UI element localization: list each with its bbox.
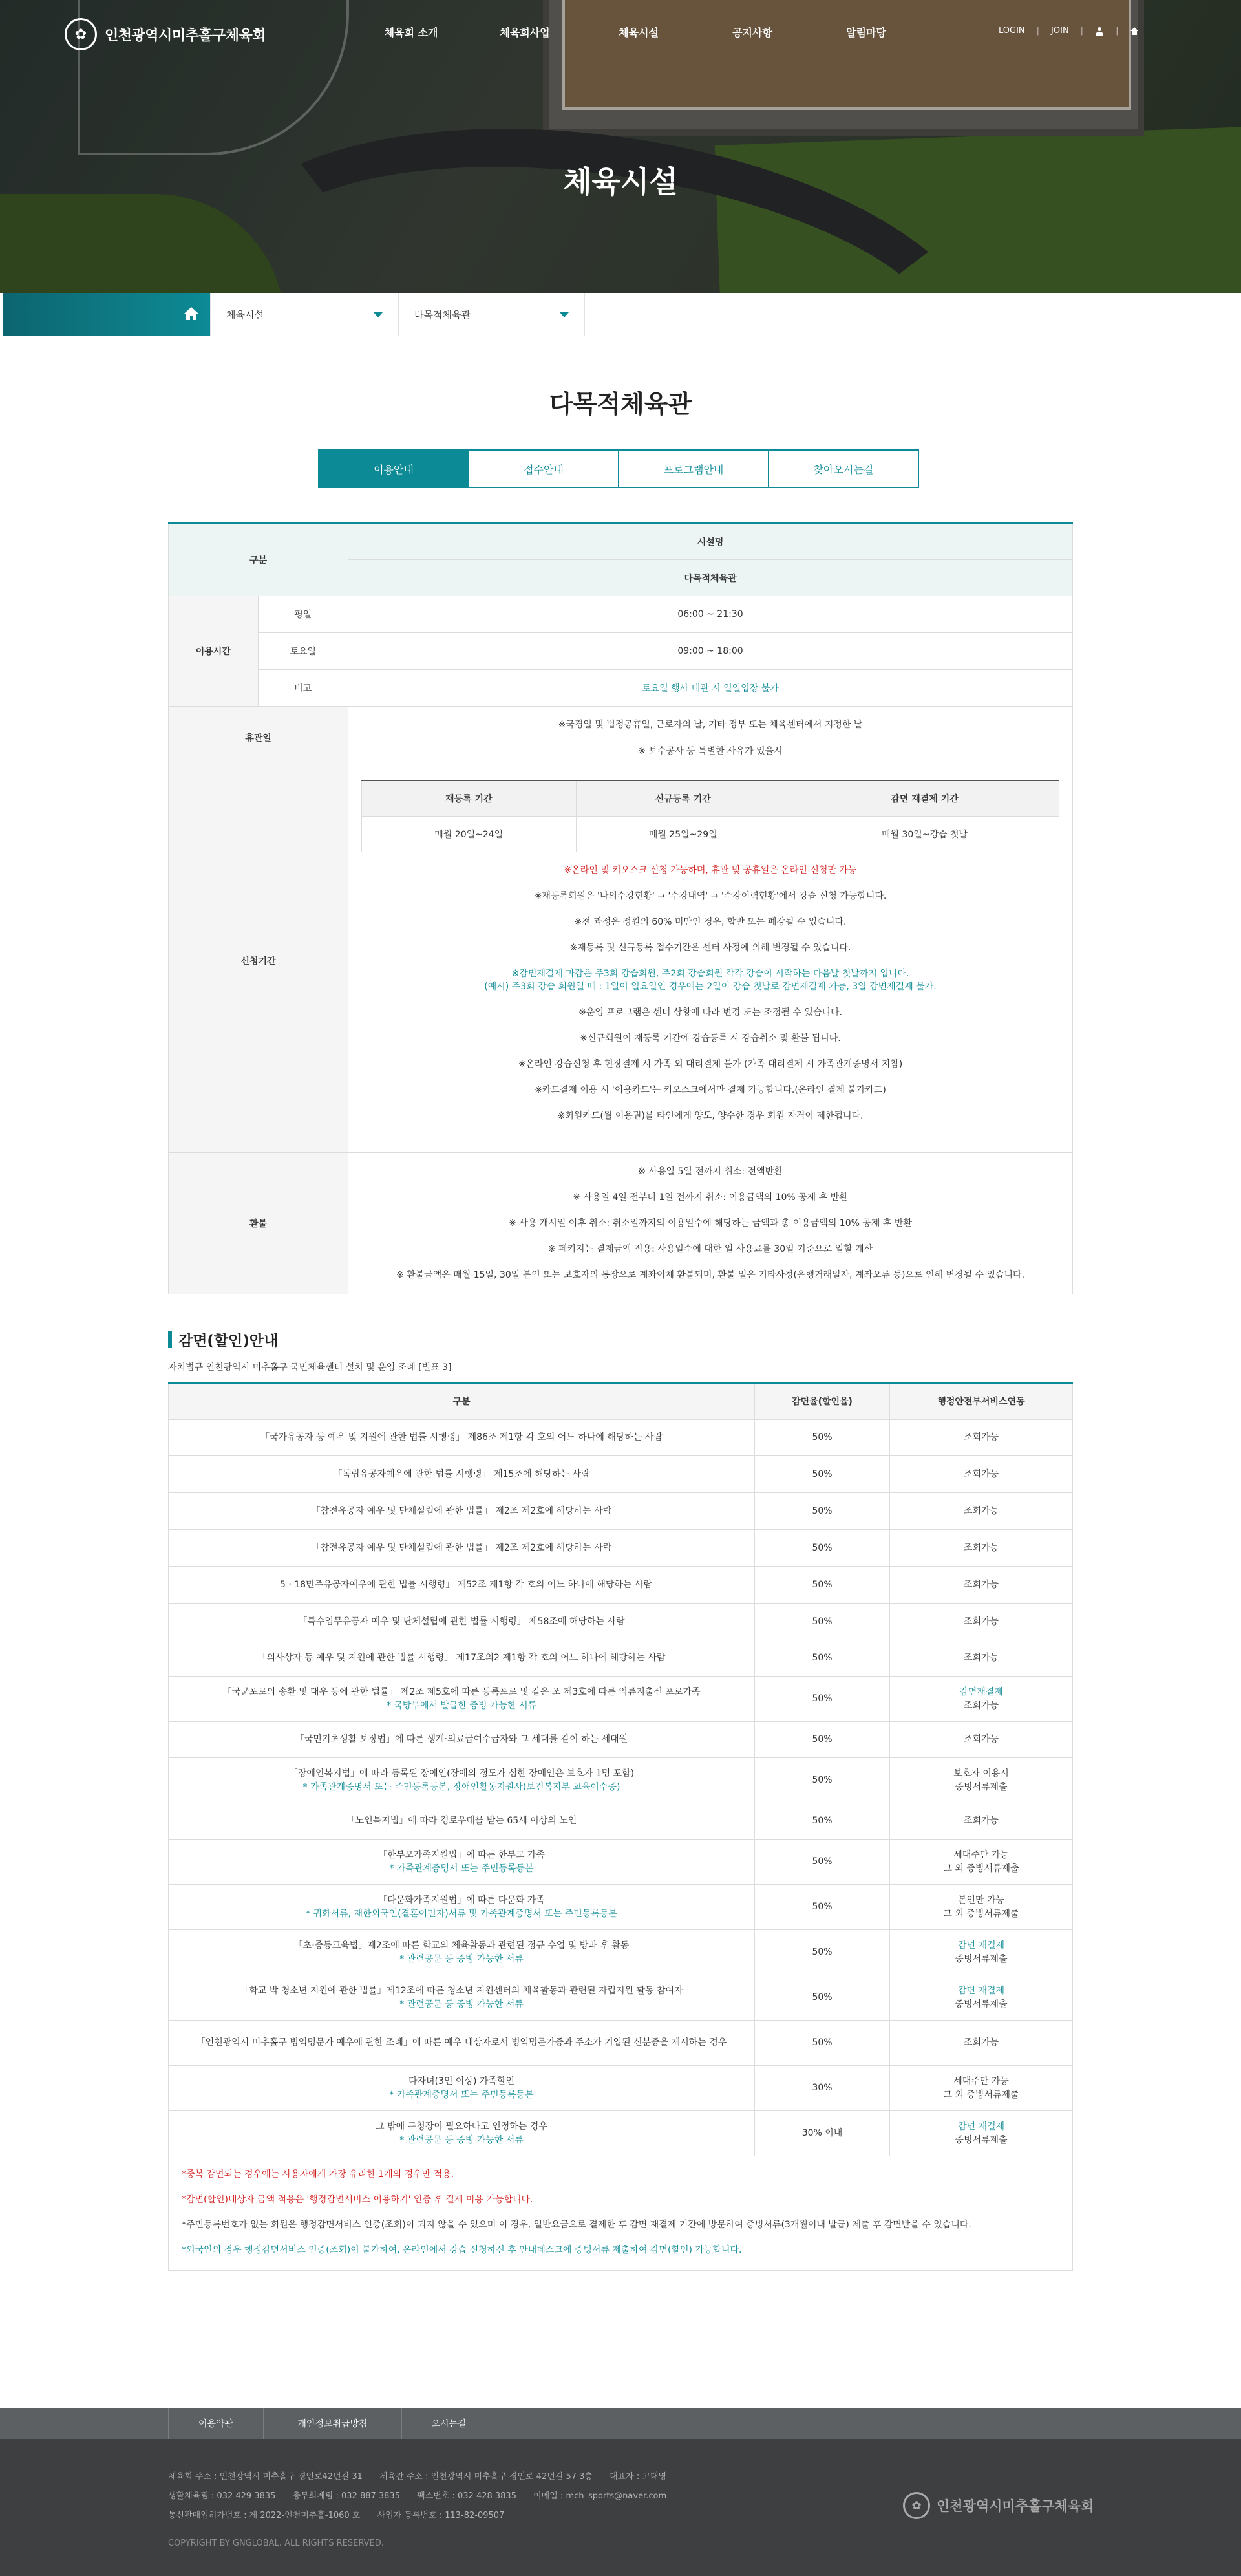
location-home-area <box>3 293 210 336</box>
hero-title: 체육시설 <box>563 164 678 199</box>
discount-note: *감면(할인)대상자 금액 적용은 '행정감면서비스 이용하기' 인증 후 결제 이용 가능합니다. <box>182 2195 533 2205</box>
discount-header: 구분 <box>169 1384 755 1420</box>
service-status-text: 증빙서류제출 <box>955 2134 1008 2145</box>
discount-rate: 30% <box>755 2066 890 2111</box>
inner-value: 매월 25일~29일 <box>576 816 790 852</box>
location-depth2-label: 다목적체육관 <box>414 309 471 321</box>
row-sub-label: 비고 <box>258 670 348 707</box>
discount-category <box>169 1975 755 2021</box>
discount-rate: 50% <box>755 1975 890 2021</box>
service-status-text: 조회가능 <box>963 2037 999 2048</box>
category-text: 「5 · 18민주유공자예우에 관한 법률 시행령」 제52조 제1항 각 호의 어느 하나에 해당하는 사람 <box>270 1579 653 1590</box>
chevron-down-icon <box>374 312 383 317</box>
location-depth1-label: 체육시설 <box>226 309 264 321</box>
table-row <box>169 1722 1073 1758</box>
note-line: ※ 페키지는 결제금액 적용: 사용일수에 대한 일 사용료를 30일 기준으로 일할 계산 <box>547 1244 873 1254</box>
discount-category <box>169 1840 755 1885</box>
service-status-text: 조회가능 <box>963 1734 999 1744</box>
discount-category <box>169 2021 755 2066</box>
service-link-status <box>890 1975 1073 2021</box>
category-text: 「학교 밖 청소년 지원에 관한 법률」제12조에 따른 청소년 지원센터의 체육활동과 관련된 자립지원 활동 참여자 <box>240 1985 683 1996</box>
service-link-status <box>890 1456 1073 1493</box>
discount-rate: 50% <box>755 1885 890 1930</box>
category-text: 「의사상자 등 예우 및 지원에 관한 법률 시행령」 제17조의2 제1항 각 호의 어느 하나에 해당하는 사람 <box>257 1653 666 1663</box>
note-line: ※온라인 강습신청 후 현장결제 시 가족 외 대리결제 불가 (가족 대리결제 시 가족관계증명서 지참) <box>518 1058 903 1069</box>
service-status-text: 조회가능 <box>963 1579 999 1590</box>
service-link-status <box>890 2066 1073 2111</box>
service-link-status <box>890 1930 1073 1975</box>
location-bar <box>0 293 1241 336</box>
table-row <box>169 1530 1073 1567</box>
discount-rate: 50% <box>755 1640 890 1677</box>
discount-rate: 50% <box>755 1722 890 1758</box>
tab-directions[interactable]: 찾아오시는길 <box>768 449 919 488</box>
tab-registration[interactable]: 접수안내 <box>468 449 619 488</box>
discount-category <box>169 1930 755 1975</box>
footer-links-bar <box>0 2408 1241 2439</box>
footer-link-privacy[interactable]: 개인정보취급방침 <box>263 2408 401 2439</box>
table-row <box>169 1803 1073 1840</box>
category-text: 「인천광역시 미추홀구 병역명문가 예우에 관한 조례」에 따른 예우 대상자로서 병역명문가증과 주소가 기입된 신분증을 제시하는 경우 <box>196 2037 727 2048</box>
time-value: 09:00 ~ 18:00 <box>348 633 1073 670</box>
category-note: * 가족관계증명서 또는 주민등록등본 <box>389 2089 534 2100</box>
category-note: * 관련공문 등 증빙 가능한 서류 <box>399 2134 524 2145</box>
location-dropdown-depth2[interactable] <box>398 293 585 336</box>
nav-item-board[interactable]: 알림마당 <box>846 27 886 39</box>
registration-period-table <box>361 780 1059 852</box>
discount-table <box>168 1382 1073 2156</box>
table-row <box>169 2021 1073 2066</box>
service-link-status <box>890 1420 1073 1456</box>
discount-rate: 50% <box>755 1530 890 1567</box>
discount-notes <box>168 2156 1073 2271</box>
table-row <box>169 1456 1073 1493</box>
table-row <box>169 2066 1073 2111</box>
table-row <box>169 1604 1073 1640</box>
row-sub-label: 토요일 <box>258 633 348 670</box>
discount-rate: 50% <box>755 1840 890 1885</box>
footer-address: 체육회 주소 : 인천광역시 미추홀구 경인로42번길 31 <box>168 2472 363 2482</box>
footer-business-number: 사업자 등록번호 : 113-82-09507 <box>377 2511 505 2520</box>
discount-header: 행정안전부서비스연동 <box>890 1384 1073 1420</box>
refund-label: 환불 <box>169 1153 348 1294</box>
discount-category <box>169 1604 755 1640</box>
service-status-text: 조회가능 <box>963 1816 999 1826</box>
table-row <box>169 2111 1073 2156</box>
join-link[interactable]: JOIN <box>1051 26 1069 36</box>
usage-info-table <box>168 522 1073 1294</box>
page-title: 다목적체육관 <box>549 390 692 418</box>
discount-category <box>169 1885 755 1930</box>
service-link-status <box>890 1803 1073 1840</box>
footer-phone: 생활체육팀 : 032 429 3835 <box>168 2491 276 2501</box>
category-text: 그 밖에 구청장이 필요하다고 인정하는 경우 <box>376 2121 547 2132</box>
footer-logo <box>903 2492 1094 2519</box>
footer-email: 이메일 : mch_sports@naver.com <box>533 2491 667 2501</box>
table-row <box>169 1930 1073 1975</box>
facility-header: 시설명 <box>348 524 1073 560</box>
service-status-text: 증빙서류제출 <box>955 1999 1008 2010</box>
copyright: COPYRIGHT BY GNGLOBAL. ALL RIGHTS RESERVED. <box>168 2538 384 2548</box>
discount-category <box>169 1530 755 1567</box>
category-text: 「다문화가족지원법」에 따른 다문화 가족 <box>378 1894 545 1905</box>
note-line: ※카드결제 이용 시 '이용카드'는 키오스크에서만 결제 가능합니다.(온라인 결제 불가카드) <box>535 1084 886 1095</box>
tab-programs[interactable]: 프로그램안내 <box>618 449 769 488</box>
discount-rate: 50% <box>755 1758 890 1803</box>
service-status-text: 조회가능 <box>963 1468 999 1479</box>
service-link-status <box>890 1604 1073 1640</box>
service-link-status <box>890 1640 1073 1677</box>
service-status-text: 감면 재결제 <box>957 1985 1005 1996</box>
category-text: 다자녀(3인 이상) 가족할인 <box>408 2076 514 2087</box>
content-tabs <box>319 449 919 488</box>
service-status-text: 그 외 증빙서류제출 <box>943 1863 1019 1874</box>
refund-notes <box>348 1153 1073 1294</box>
hero-banner <box>0 0 1241 293</box>
site-logo[interactable] <box>65 18 266 50</box>
remark-value: 토요일 행사 대관 시 일일입장 불가 <box>348 670 1073 707</box>
discount-category <box>169 1677 755 1722</box>
discount-category <box>169 1493 755 1530</box>
note-line: ※회원카드(월 이용권)를 타인에게 양도, 양수한 경우 회원 자격이 제한됩니다. <box>557 1110 864 1121</box>
service-link-status <box>890 2111 1073 2156</box>
discount-rate: 50% <box>755 1567 890 1604</box>
nav-item-intro[interactable]: 체육회 소개 <box>384 27 438 39</box>
discount-header: 감면율(할인율) <box>755 1384 890 1420</box>
table-row <box>169 1885 1073 1930</box>
footer <box>0 2439 1241 2576</box>
discount-rate: 50% <box>755 1930 890 1975</box>
note-line: ※신규회원이 재등록 기간에 강습등록 시 강습취소 및 환불 됩니다. <box>580 1033 841 1044</box>
service-link-status <box>890 2021 1073 2066</box>
category-text: 「특수임무유공자 예우 및 단체설립에 관한 법률 시행령」 제58조에 해당하는 사람 <box>298 1616 625 1627</box>
table-row <box>169 1677 1073 1722</box>
table-row <box>169 1567 1073 1604</box>
note-line: ※ 사용일 4일 전부터 1일 전까지 취소: 이용금액의 10% 공제 후 반환 <box>573 1192 848 1203</box>
note-line: ※ 보수공사 등 특별한 사유가 있을시 <box>638 746 783 757</box>
category-text: 「국군포로의 송환 및 대우 등에 관한 법률」 제2조 제5호에 따른 등록포로 및 같은 조 제3호에 따른 억류지출신 포로가족 <box>222 1686 701 1697</box>
footer-fax: 팩스번호 : 032 428 3835 <box>417 2491 516 2501</box>
category-text: 「국민기초생활 보장법」에 따른 생계·의료급여수급자와 그 세대를 같이 하는 세대원 <box>295 1734 628 1744</box>
discount-category <box>169 2066 755 2111</box>
inner-value: 매월 30일~강습 첫날 <box>790 816 1059 852</box>
closed-label: 휴관일 <box>169 707 348 769</box>
inner-header: 재등록 기간 <box>362 780 577 816</box>
discount-rate: 50% <box>755 2021 890 2066</box>
main-nav <box>354 25 923 39</box>
discount-rate: 50% <box>755 1677 890 1722</box>
tab-usage-info[interactable]: 이용안내 <box>318 449 469 488</box>
discount-category <box>169 1758 755 1803</box>
discount-rate: 50% <box>755 1493 890 1530</box>
chevron-down-icon <box>560 312 569 317</box>
service-status-text: 보호자 이용시 <box>953 1768 1009 1779</box>
facility-name: 다목적체육관 <box>348 560 1073 596</box>
inner-header: 신규등록 기간 <box>576 780 790 816</box>
table-row <box>169 1975 1073 2021</box>
service-status-text: 감면재결제 <box>959 1686 1003 1697</box>
home-icon[interactable] <box>1130 27 1139 36</box>
note-line: ※감면재결제 마감은 주3회 강습회원, 주2회 강습회원 각각 강습이 시작하는 다음날 첫날까지 입니다. <box>511 968 909 979</box>
usage-time-label: 이용시간 <box>169 596 259 707</box>
category-text: 「국가유공자 등 예우 및 지원에 관한 법률 시행령」 제86조 제1항 각 호의 어느 하나에 해당하는 사람 <box>260 1432 663 1443</box>
column-header: 구분 <box>169 524 348 596</box>
note-line: (예시) 주3회 강습 회원일 때 : 1일이 일요일인 경우에는 2일이 강습 첫날로 감면재결제 가능, 3일 감면재결제 불가. <box>484 981 937 992</box>
category-text: 「초·중등교육법」제2조에 따른 학교의 체육활동과 관련된 정규 수업 및 방과 후 활동 <box>293 1940 630 1951</box>
emblem-icon: ✿ <box>903 2492 930 2519</box>
note-line: ※운영 프로그램은 센터 상황에 따라 변경 또는 조정될 수 있습니다. <box>578 1007 842 1018</box>
discount-section-title <box>168 1329 278 1350</box>
footer-phone: 총무회계팀 : 032 887 3835 <box>292 2491 400 2501</box>
service-status-text: 조회가능 <box>963 1653 999 1663</box>
category-text: 「노인복지법」에 따라 경로우대를 받는 65세 이상의 노인 <box>346 1816 577 1826</box>
logo-text: 인천광역시미추홀구체육회 <box>105 27 266 44</box>
inner-value: 매월 20일~24일 <box>362 816 577 852</box>
service-status-text: 본인만 가능 <box>957 1894 1005 1905</box>
service-link-status <box>890 1722 1073 1758</box>
category-text: 「참전유공자 예우 및 단체설립에 관한 법률」 제2조 제2호에 해당하는 사람 <box>311 1505 612 1516</box>
service-status-text: 조회가능 <box>963 1616 999 1627</box>
closed-notes <box>348 707 1073 769</box>
service-link-status <box>890 1885 1073 1930</box>
discount-category <box>169 1722 755 1758</box>
table-row <box>169 1840 1073 1885</box>
footer-ceo: 대표자 : 고대영 <box>610 2472 667 2482</box>
discount-note: *중복 감면되는 경우에는 사용자에게 가장 유리한 1개의 경우만 적용. <box>182 2169 454 2180</box>
category-text: 「참전유공자 예우 및 단체설립에 관한 법률」 제2조 제2호에 해당하는 사람 <box>311 1542 612 1553</box>
service-status-text: 감면 재결제 <box>957 2121 1005 2132</box>
service-link-status <box>890 1758 1073 1803</box>
nav-item-notice[interactable]: 공지사항 <box>732 27 772 39</box>
time-value: 06:00 ~ 21:30 <box>348 596 1073 633</box>
note-line: ※재등록회원은 '나의수강현황' → '수강내역' → '수강이력현황'에서 강습 신청 가능합니다. <box>534 890 887 901</box>
service-status-text: 조회가능 <box>963 1432 999 1443</box>
footer-link-directions[interactable]: 오시는길 <box>401 2408 496 2439</box>
inner-header: 감면 재결제 기간 <box>790 780 1059 816</box>
discount-rate: 50% <box>755 1456 890 1493</box>
discount-category <box>169 1803 755 1840</box>
category-text: 「독립유공자예우에 관한 법률 시행령」 제15조에 해당하는 사람 <box>333 1468 590 1479</box>
utility-menu: LOGIN | JOIN | | <box>999 26 1139 36</box>
discount-category <box>169 1456 755 1493</box>
service-status-text: 세대주만 가능 <box>953 1849 1009 1860</box>
discount-category <box>169 1640 755 1677</box>
nav-item-business[interactable]: 체육회사업 <box>500 27 550 39</box>
apply-period-content <box>348 769 1073 1153</box>
discount-subtitle: 자치법규 인천광역시 미추홀구 국민체육센터 설치 및 운영 조례 [별표 3] <box>168 1362 452 1373</box>
apply-period-label: 신청기간 <box>169 769 348 1153</box>
service-status-text: 감면 재결제 <box>957 1940 1005 1951</box>
discount-rate: 50% <box>755 1420 890 1456</box>
discount-note: *외국인의 경우 행정감면서비스 인증(조회)이 불가하여, 온라인에서 강습 신청하신 후 안내데스크에 증빙서류 제출하여 감면(할인) 가능합니다. <box>182 2245 742 2255</box>
service-status-text: 세대주만 가능 <box>953 2076 1009 2087</box>
emblem-icon: ✿ <box>65 18 97 50</box>
nav-item-facilities[interactable]: 체육시설 <box>619 27 659 39</box>
category-note: * 귀화서류, 재한외국인(결혼이민자)서류 및 가족관계증명서 또는 주민등록등본 <box>306 1908 617 1919</box>
service-status-text: 그 외 증빙서류제출 <box>943 2089 1019 2100</box>
note-line: ※ 환불금액은 매월 15일, 30일 본인 또는 보호자의 통장으로 계좌이체 환불되며, 환불 일은 기타사정(은행거래일자, 계좌오류 등)으로 인해 변경될 수 있습니다. <box>396 1270 1025 1280</box>
footer-logo-text: 인천광역시미추홀구체육회 <box>937 2498 1094 2514</box>
category-note: * 관련공문 등 증빙 가능한 서류 <box>399 1999 524 2010</box>
discount-rate: 50% <box>755 1803 890 1840</box>
category-note: * 가족관계증명서 또는 주민등록등본, 장애인활동지원사(보건복지부 교육이수증) <box>302 1781 620 1792</box>
note-line: ※ 사용 개시일 이후 취소: 취소일까지의 이용일수에 해당하는 금액과 총 이용금액의 10% 공제 후 반환 <box>509 1218 912 1229</box>
note-line: ※재등록 및 신규등록 접수기간은 센터 사정에 의해 변경될 수 있습니다. <box>569 942 851 953</box>
discount-note: *주민등록번호가 없는 회원은 행정감면서비스 인증(조회)이 되지 않을 수 있으며 이 경우, 일반요금으로 결제한 후 감면 재결제 기간에 방문하여 증빙서류(3개월이내 발급) 제출 후 감면받을 수 있습니다. <box>182 2220 971 2230</box>
row-sub-label: 평일 <box>258 596 348 633</box>
category-note: * 가족관계증명서 또는 주민등록등본 <box>389 1863 534 1874</box>
location-dropdown-depth1[interactable] <box>210 293 399 336</box>
discount-title: 감면(할인)안내 <box>178 1333 279 1349</box>
category-text: 「장애인복지법」에 따라 등록된 장애인(장애의 정도가 심한 장애인은 보호자 1명 포함) <box>288 1768 635 1779</box>
service-status-text: 조회가능 <box>963 1542 999 1553</box>
category-note: * 국방부에서 발급한 증빙 가능한 서류 <box>386 1700 537 1711</box>
discount-category <box>169 1420 755 1456</box>
footer-info <box>168 2467 681 2526</box>
discount-rate: 30% 이내 <box>755 2111 890 2156</box>
discount-category <box>169 1567 755 1604</box>
discount-rate: 50% <box>755 1604 890 1640</box>
service-link-status <box>890 1530 1073 1567</box>
table-row <box>169 1420 1073 1456</box>
note-line: ※전 과정은 정원의 60% 미만인 경우, 합반 또는 폐강될 수 있습니다. <box>574 916 847 927</box>
note-line: ※온라인 및 키오스크 신청 가능하며, 휴관 및 공휴일은 온라인 신청만 가능 <box>564 864 857 875</box>
service-status-text: 그 외 증빙서류제출 <box>943 1908 1019 1919</box>
table-row <box>169 1640 1073 1677</box>
table-row <box>169 1758 1073 1803</box>
service-status-text: 증빙서류제출 <box>955 1781 1008 1792</box>
service-link-status <box>890 1567 1073 1604</box>
footer-gym-address: 체육관 주소 : 인천광역시 미추홀구 경인로 42번길 57 3층 <box>379 2472 593 2482</box>
user-icon[interactable] <box>1095 27 1104 36</box>
category-note: * 관련공문 등 증빙 가능한 서류 <box>399 1953 524 1964</box>
service-link-status <box>890 1840 1073 1885</box>
service-link-status <box>890 1677 1073 1722</box>
service-status-text: 조회가능 <box>963 1700 999 1711</box>
note-line: ※국경일 및 법정공휴일, 근로자의 날, 기타 정부 또는 체육센터에서 지정한 날 <box>558 719 863 730</box>
footer-sales-license: 통신판매업허가번호 : 제 2022-인천미추홀-1060 호 <box>168 2511 361 2520</box>
service-link-status <box>890 1493 1073 1530</box>
discount-category <box>169 2111 755 2156</box>
service-status-text: 조회가능 <box>963 1505 999 1516</box>
login-link[interactable]: LOGIN <box>999 26 1025 36</box>
table-row <box>169 1493 1073 1530</box>
note-line: ※ 사용일 5일 전까지 취소: 전액반환 <box>638 1166 783 1177</box>
service-status-text: 증빙서류제출 <box>955 1953 1008 1964</box>
category-text: 「한부모가족지원법」에 따른 한부모 가족 <box>378 1849 545 1860</box>
footer-link-terms[interactable]: 이용약관 <box>168 2408 263 2439</box>
home-icon[interactable] <box>183 306 201 323</box>
